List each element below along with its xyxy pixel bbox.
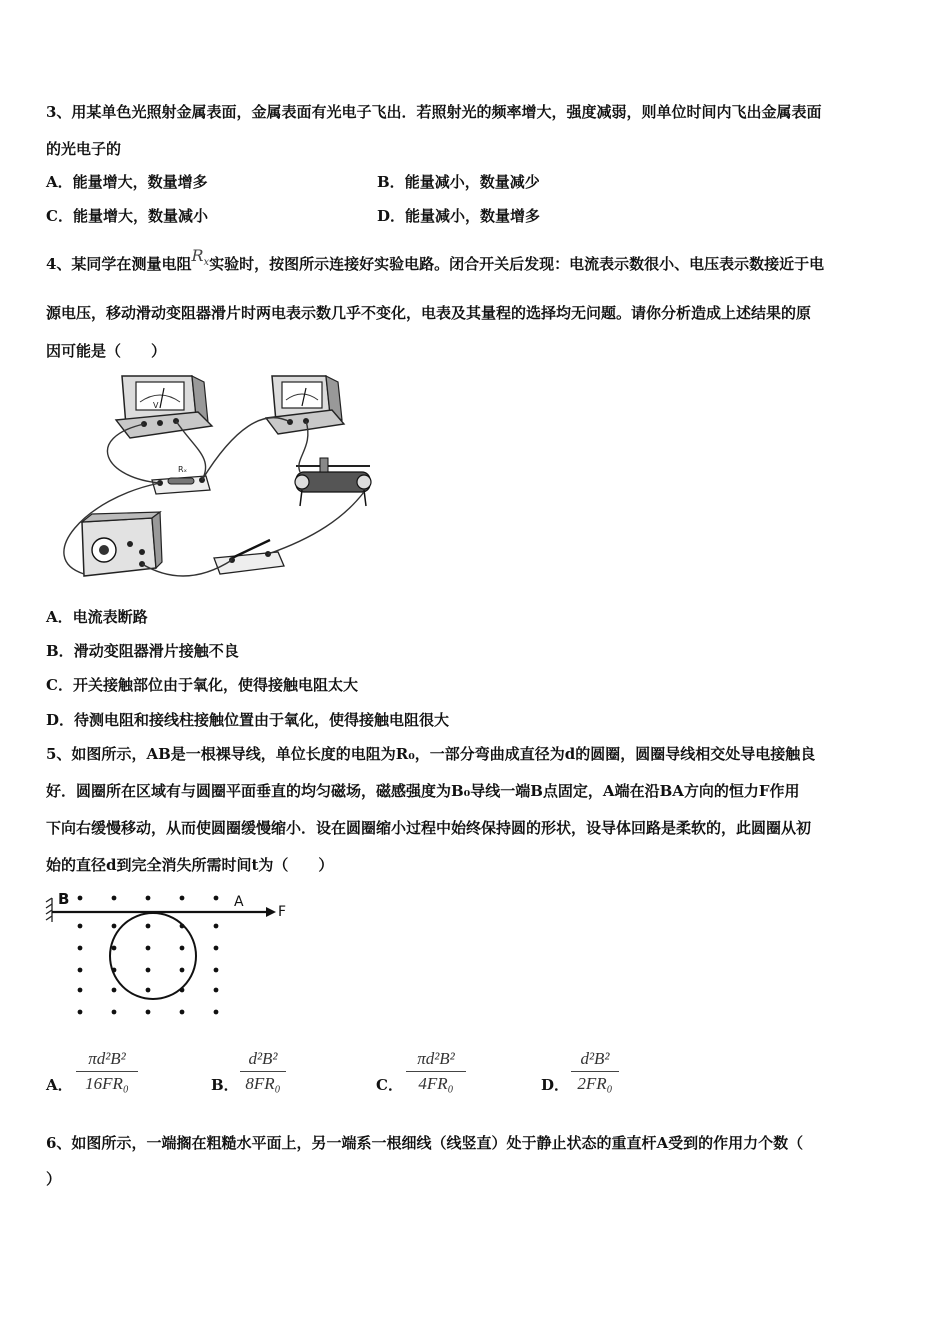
q5-option-a-letter: A．: [46, 1076, 73, 1094]
q5-option-b-fraction: $\frac{\text{d²B²}}{\text{8FR₀}}$: [240, 1049, 286, 1094]
q5-text-line2: 好．圆圈所在区域有与圆圈平面垂直的均匀磁场，磁感强度为B₀导线一端B点固定，A端在沿BA方向的恒力F作用: [46, 782, 800, 800]
rheostat-icon: [295, 458, 371, 506]
ammeter-icon: [266, 376, 344, 434]
q5-text-line1: 5、如图所示，AB是一根裸导线，单位长度的电阻为R₀，一部分弯曲成直径为d的圆圈，圆圈导线相交处导电接触良: [46, 745, 816, 763]
q5-option-d-fraction: $\frac{\text{d²B²}}{\text{2FR₀}}$: [571, 1049, 619, 1094]
q4-text-line2: 源电压，移动滑动变阻器滑片时两电表示数几乎不变化，电表及其量程的选择均无问题。请你分析造成上述结果的原: [46, 304, 812, 322]
q5-option-c-fraction: $\frac{\text{πd²B²}}{\text{4FR₀}}$: [406, 1049, 466, 1094]
q3-option-b: B．能量减小，数量减少: [377, 173, 540, 191]
magnetic-field-figure: [44, 884, 294, 1024]
q4-text-line1: 4、某同学在测量电阻$R_x$实验时，按图所示连接好实验电路。闭合开关后发现：电流表示数很小、电压表示数接近于电: [46, 246, 825, 273]
q6-text-line1: 6、如图所示，一端搁在粗糙水平面上，另一端系一根细线（线竖直）处于静止状态的重直杆A受到的作用力个数（: [46, 1134, 804, 1152]
q3-option-d: D．能量减小，数量增多: [377, 207, 541, 225]
q3-text-line2: 的光电子的: [46, 140, 122, 158]
switch-icon: [214, 540, 284, 574]
svg-text:A: A: [234, 894, 244, 910]
q4-option-b: B．滑动变阻器滑片接触不良: [46, 642, 239, 660]
q4-option-c: C．开关接触部位由于氧化，使得接触电阻太大: [46, 676, 358, 694]
svg-text:V: V: [153, 401, 159, 410]
q3-option-c: C．能量增大，数量减小: [46, 207, 208, 225]
q4-option-a: A．电流表断路: [46, 608, 148, 626]
force-arrow-icon: [266, 907, 276, 917]
rx-symbol: $R_x$: [191, 246, 210, 269]
svg-text:Rₓ: Rₓ: [178, 465, 188, 474]
q5-option-a-fraction: $\frac{\text{πd²B²}}{\text{16FR₀}}$: [76, 1049, 138, 1094]
power-supply-icon: [82, 512, 162, 576]
q5-option-d-letter: D．: [541, 1076, 570, 1094]
svg-text:F: F: [278, 904, 287, 920]
resistor-rx-icon: [152, 465, 210, 494]
svg-text:B: B: [58, 890, 70, 908]
q4-option-d: D．待测电阻和接线柱接触位置由于氧化，使得接触电阻很大: [46, 711, 450, 729]
q5-text-line3: 下向右缓慢移动，从而使圆圈缓慢缩小．设在圆圈缩小过程中始终保持圆的形状，设导体回路是柔软的，此圆圈从初: [46, 819, 812, 837]
circuit-figure: [44, 368, 374, 600]
q5-text-line4: 始的直径d到完全消失所需时间t为（ ）: [46, 856, 334, 874]
q5-option-c-letter: C．: [376, 1076, 403, 1094]
q4-text-line3: 因可能是（ ）: [46, 342, 167, 360]
q3-option-a: A．能量增大，数量增多: [46, 173, 208, 191]
q3-text-line1: 3、用某单色光照射金属表面，金属表面有光电子飞出．若照射光的频率增大，强度减弱，则单位时间内飞出金属表面: [46, 103, 822, 121]
q5-option-b-letter: B．: [211, 1076, 239, 1094]
wall-hatch-icon: [46, 898, 52, 922]
q6-text-line2: ）: [46, 1170, 62, 1188]
